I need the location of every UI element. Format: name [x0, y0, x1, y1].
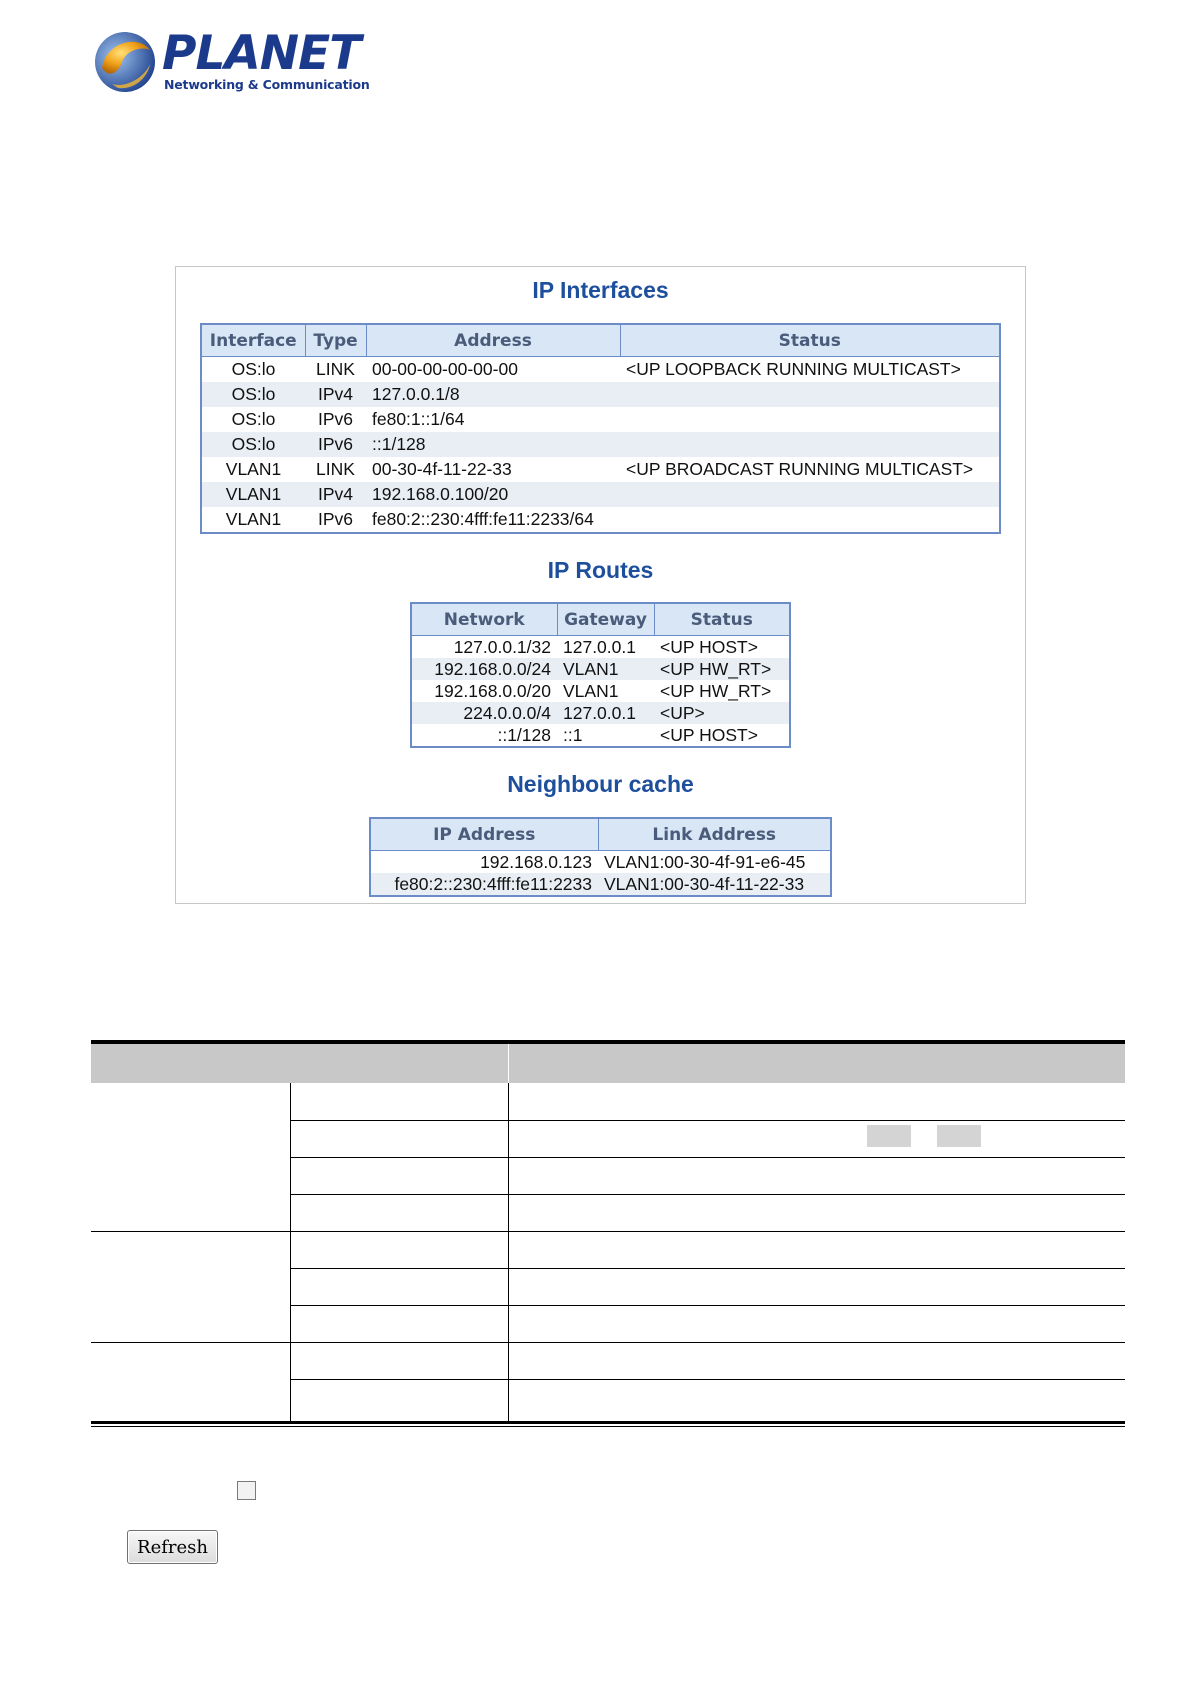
ip-routes-table: [410, 602, 791, 748]
column-header-gateway: Gateway: [557, 603, 654, 636]
row-divider: [91, 1342, 1125, 1343]
table-bottom-rule: [91, 1426, 1125, 1427]
type-cell: IPv6: [317, 509, 354, 529]
address-cell: 00-00-00-00-00-00: [372, 359, 518, 379]
table-row: [411, 636, 790, 659]
column-header-address: Address: [366, 324, 620, 357]
table-row: [370, 873, 831, 896]
status-cell: [620, 407, 1000, 432]
gateway-cell: VLAN1: [557, 658, 654, 680]
gateway-cell: 127.0.0.1: [557, 702, 654, 724]
table-row: [201, 457, 1000, 482]
table-row: [411, 724, 790, 747]
column-header-status: Status: [620, 324, 1000, 357]
table-row: [201, 407, 1000, 432]
table-row: [370, 851, 831, 874]
row-divider: [290, 1120, 1125, 1121]
network-cell: 224.0.0.0/4: [411, 702, 557, 724]
address-cell: fe80:2::230:4fff:fe11:2233/64: [372, 509, 594, 529]
auto-refresh-checkbox[interactable]: [237, 1481, 256, 1500]
link-address-cell: VLAN1:00-30-4f-91-e6-45: [604, 851, 806, 872]
table-bottom-rule: [91, 1421, 1125, 1424]
link-address-cell: VLAN1:00-30-4f-11-22-33: [598, 873, 831, 896]
interface-cell: VLAN1: [201, 482, 305, 507]
address-cell: 127.0.0.1/8: [366, 382, 620, 407]
row-divider: [290, 1379, 1125, 1380]
column-header-type: Type: [305, 324, 366, 357]
column-header-status: Status: [654, 603, 790, 636]
type-cell: IPv4: [305, 382, 366, 407]
network-cell: 192.168.0.0/24: [411, 658, 557, 680]
column-header-network: Network: [411, 603, 557, 636]
table-row: [411, 658, 790, 680]
type-cell: LINK: [316, 359, 355, 379]
network-cell: ::1/128: [497, 724, 551, 745]
ip-address-cell: fe80:2::230:4fff:fe11:2233: [370, 873, 598, 896]
interface-cell: VLAN1: [225, 509, 282, 529]
table-row: [411, 680, 790, 702]
type-cell: IPv6: [317, 409, 354, 429]
column-header-link-address: Link Address: [598, 818, 831, 851]
status-cell: [620, 507, 1000, 533]
globe-icon: [92, 28, 158, 94]
table-row: [201, 382, 1000, 407]
status-cell: <UP HW_RT>: [654, 658, 790, 680]
table-header-row: [91, 1044, 1125, 1083]
ip-routes-title: IP Routes: [547, 557, 654, 583]
type-cell: LINK: [316, 459, 355, 479]
interface-cell: OS:lo: [201, 432, 305, 457]
row-divider: [290, 1305, 1125, 1306]
network-status-panel: [175, 266, 1026, 904]
status-cell: <UP HW_RT>: [660, 680, 772, 701]
row-divider: [290, 1268, 1125, 1269]
ip-address-cell: 192.168.0.123: [480, 851, 592, 872]
highlight-box: [937, 1125, 981, 1147]
ip-interfaces-title: IP Interfaces: [532, 277, 669, 303]
highlight-box: [867, 1125, 911, 1147]
status-cell: [620, 432, 1000, 457]
gateway-cell: 127.0.0.1: [563, 636, 636, 657]
neighbour-cache-title: Neighbour cache: [507, 771, 694, 797]
table-row: [201, 357, 1000, 383]
address-cell: fe80:1::1/64: [372, 409, 465, 429]
neighbour-cache-table: [369, 817, 832, 897]
interface-cell: VLAN1: [225, 459, 282, 479]
column-divider: [290, 1083, 291, 1424]
status-cell: [620, 482, 1000, 507]
table-row: [201, 432, 1000, 457]
logo-wordmark: PLANET: [162, 26, 361, 81]
interface-cell: OS:lo: [201, 382, 305, 407]
logo-tagline: Networking & Communication: [164, 77, 370, 92]
gateway-cell: VLAN1: [563, 680, 619, 701]
status-cell: <UP>: [654, 702, 790, 724]
table-row: [411, 702, 790, 724]
type-cell: IPv4: [305, 482, 366, 507]
gateway-cell: ::1: [563, 724, 583, 745]
interface-cell: OS:lo: [231, 409, 276, 429]
address-cell: 00-30-4f-11-22-33: [372, 459, 512, 479]
table-row: [201, 482, 1000, 507]
planet-logo: [92, 26, 370, 94]
status-cell: <UP HOST>: [660, 636, 758, 657]
type-cell: IPv6: [305, 432, 366, 457]
row-divider: [290, 1157, 1125, 1158]
column-header-interface: Interface: [201, 324, 305, 357]
interface-cell: OS:lo: [231, 359, 276, 379]
network-cell: 127.0.0.1/32: [453, 636, 551, 657]
status-cell: <UP LOOPBACK RUNNING MULTICAST>: [626, 359, 961, 379]
ip-interfaces-table: [200, 323, 1001, 534]
table-row: [201, 507, 1000, 533]
row-divider: [91, 1231, 1125, 1232]
address-cell: 192.168.0.100/20: [366, 482, 620, 507]
column-divider: [508, 1083, 509, 1424]
refresh-button[interactable]: Refresh: [127, 1530, 218, 1564]
status-cell: <UP BROADCAST RUNNING MULTICAST>: [626, 459, 974, 479]
header-divider: [508, 1044, 509, 1083]
address-cell: ::1/128: [366, 432, 620, 457]
row-divider: [290, 1194, 1125, 1195]
network-cell: 192.168.0.0/20: [434, 680, 551, 701]
column-header-ip-address: IP Address: [370, 818, 598, 851]
status-cell: [620, 382, 1000, 407]
status-cell: <UP HOST>: [660, 724, 758, 745]
